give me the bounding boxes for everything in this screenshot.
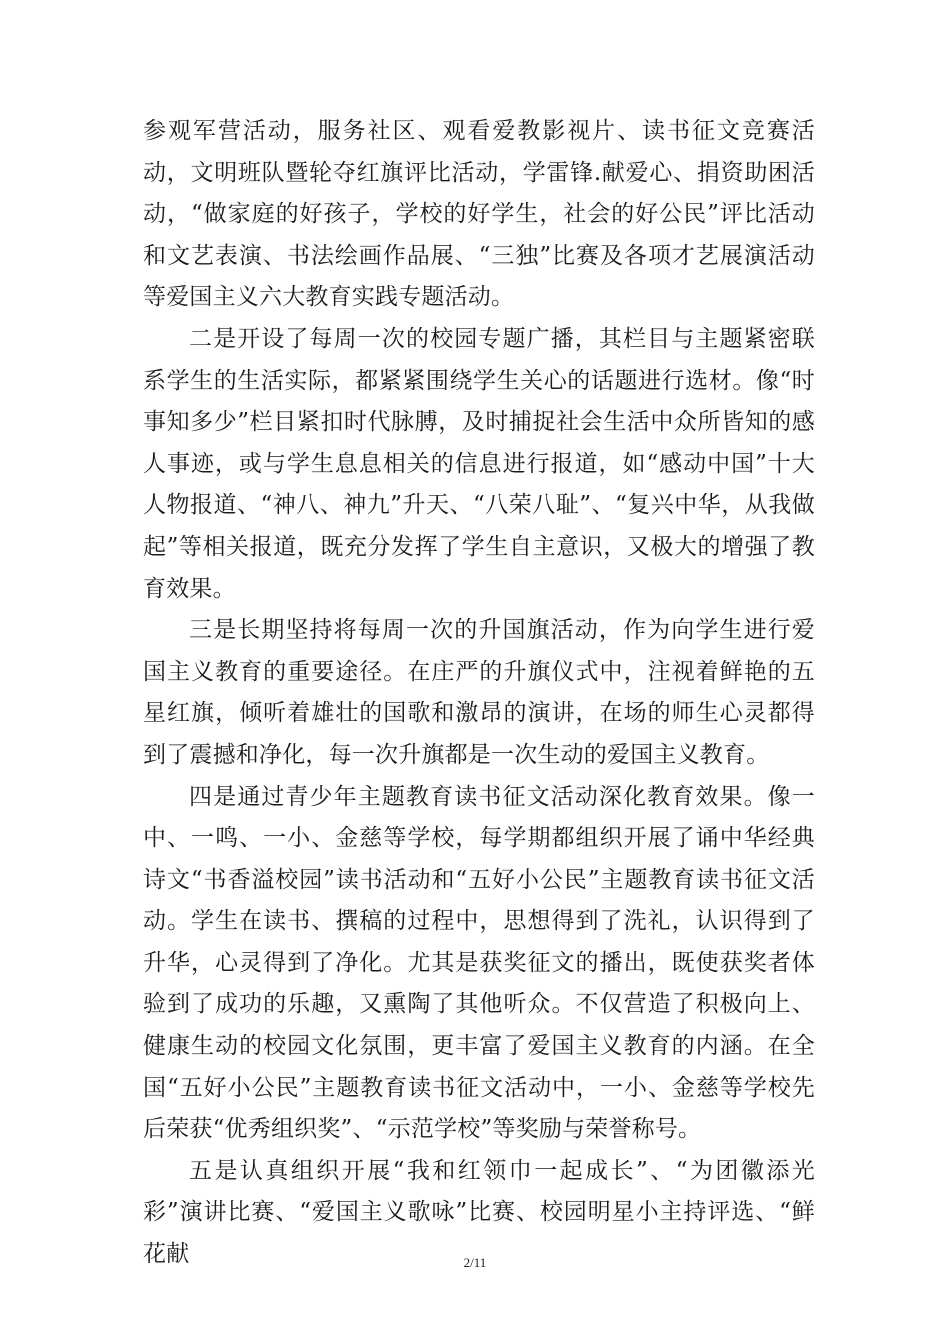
paragraph: 四是通过青少年主题教育读书征文活动深化教育效果。像一中、一鸣、一小、金慈等学校，每学期都组织开展了诵中华经典诗文“书香溢校园”读书活动和“五好小公民”主题教育读书征文活动。学生在读书、撰稿的过程中，思想得到了洗礼，认识得到了升华，心灵得到了净化。尤其是获奖征文的播出，既使获奖者体验到了成功的乐趣，又熏陶了其他听众。不仅营造了积极向上、健康生动的校园文化氛围，更丰富了爱国主义教育的内涵。在全国“五好小公民”主题教育读书征文活动中，一小、金慈等学校先后荣获“优秀组织奖”、“示范学校”等奖励与荣誉称号。 [143,783,815,1143]
paragraph: 三是长期坚持将每周一次的升国旗活动，作为向学生进行爱国主义教育的重要途径。在庄严的升旗仪式中，注视着鲜艳的五星红旗，倾听着雄壮的国歌和激昂的演讲，在场的师生心灵都得到了震撼和净化，每一次升旗都是一次生动的爱国主义教育。 [143,617,815,768]
paragraph: 参观军营活动，服务社区、观看爱教影视片、读书征文竞赛活动，文明班队暨轮夺红旗评比活动，学雷锋.献爱心、捐资助困活动，“做家庭的好孩子，学校的好学生，社会的好公民”评比活动和文艺表演、书法绘画作品展、“三独”比赛及各项才艺展演活动等爱国主义六大教育实践专题活动。 [143,118,815,311]
page-number: 2/11 [463,1255,487,1270]
paragraph: 二是开设了每周一次的校园专题广播，其栏目与主题紧密联系学生的生活实际，都紧紧围绕学生关心的话题进行选材。像“时事知多少”栏目紧扣时代脉膊，及时捕捉社会生活中众所皆知的感人事迹，或与学生息息相关的信息进行报道，如“感动中国”十大人物报道、“神八、神九”升天、“八荣八耻”、“复兴中华，从我做起”等相关报道，既充分发挥了学生自主意识，又极大的增强了教育效果。 [143,325,815,602]
document-body [143,111,815,1276]
paragraph: 五是认真组织开展“我和红领巾一起成长”、“为团徽添光彩”演讲比赛、“爱国主义歌咏”比赛、校园明星小主持评选、“鲜花献 [143,1157,815,1268]
